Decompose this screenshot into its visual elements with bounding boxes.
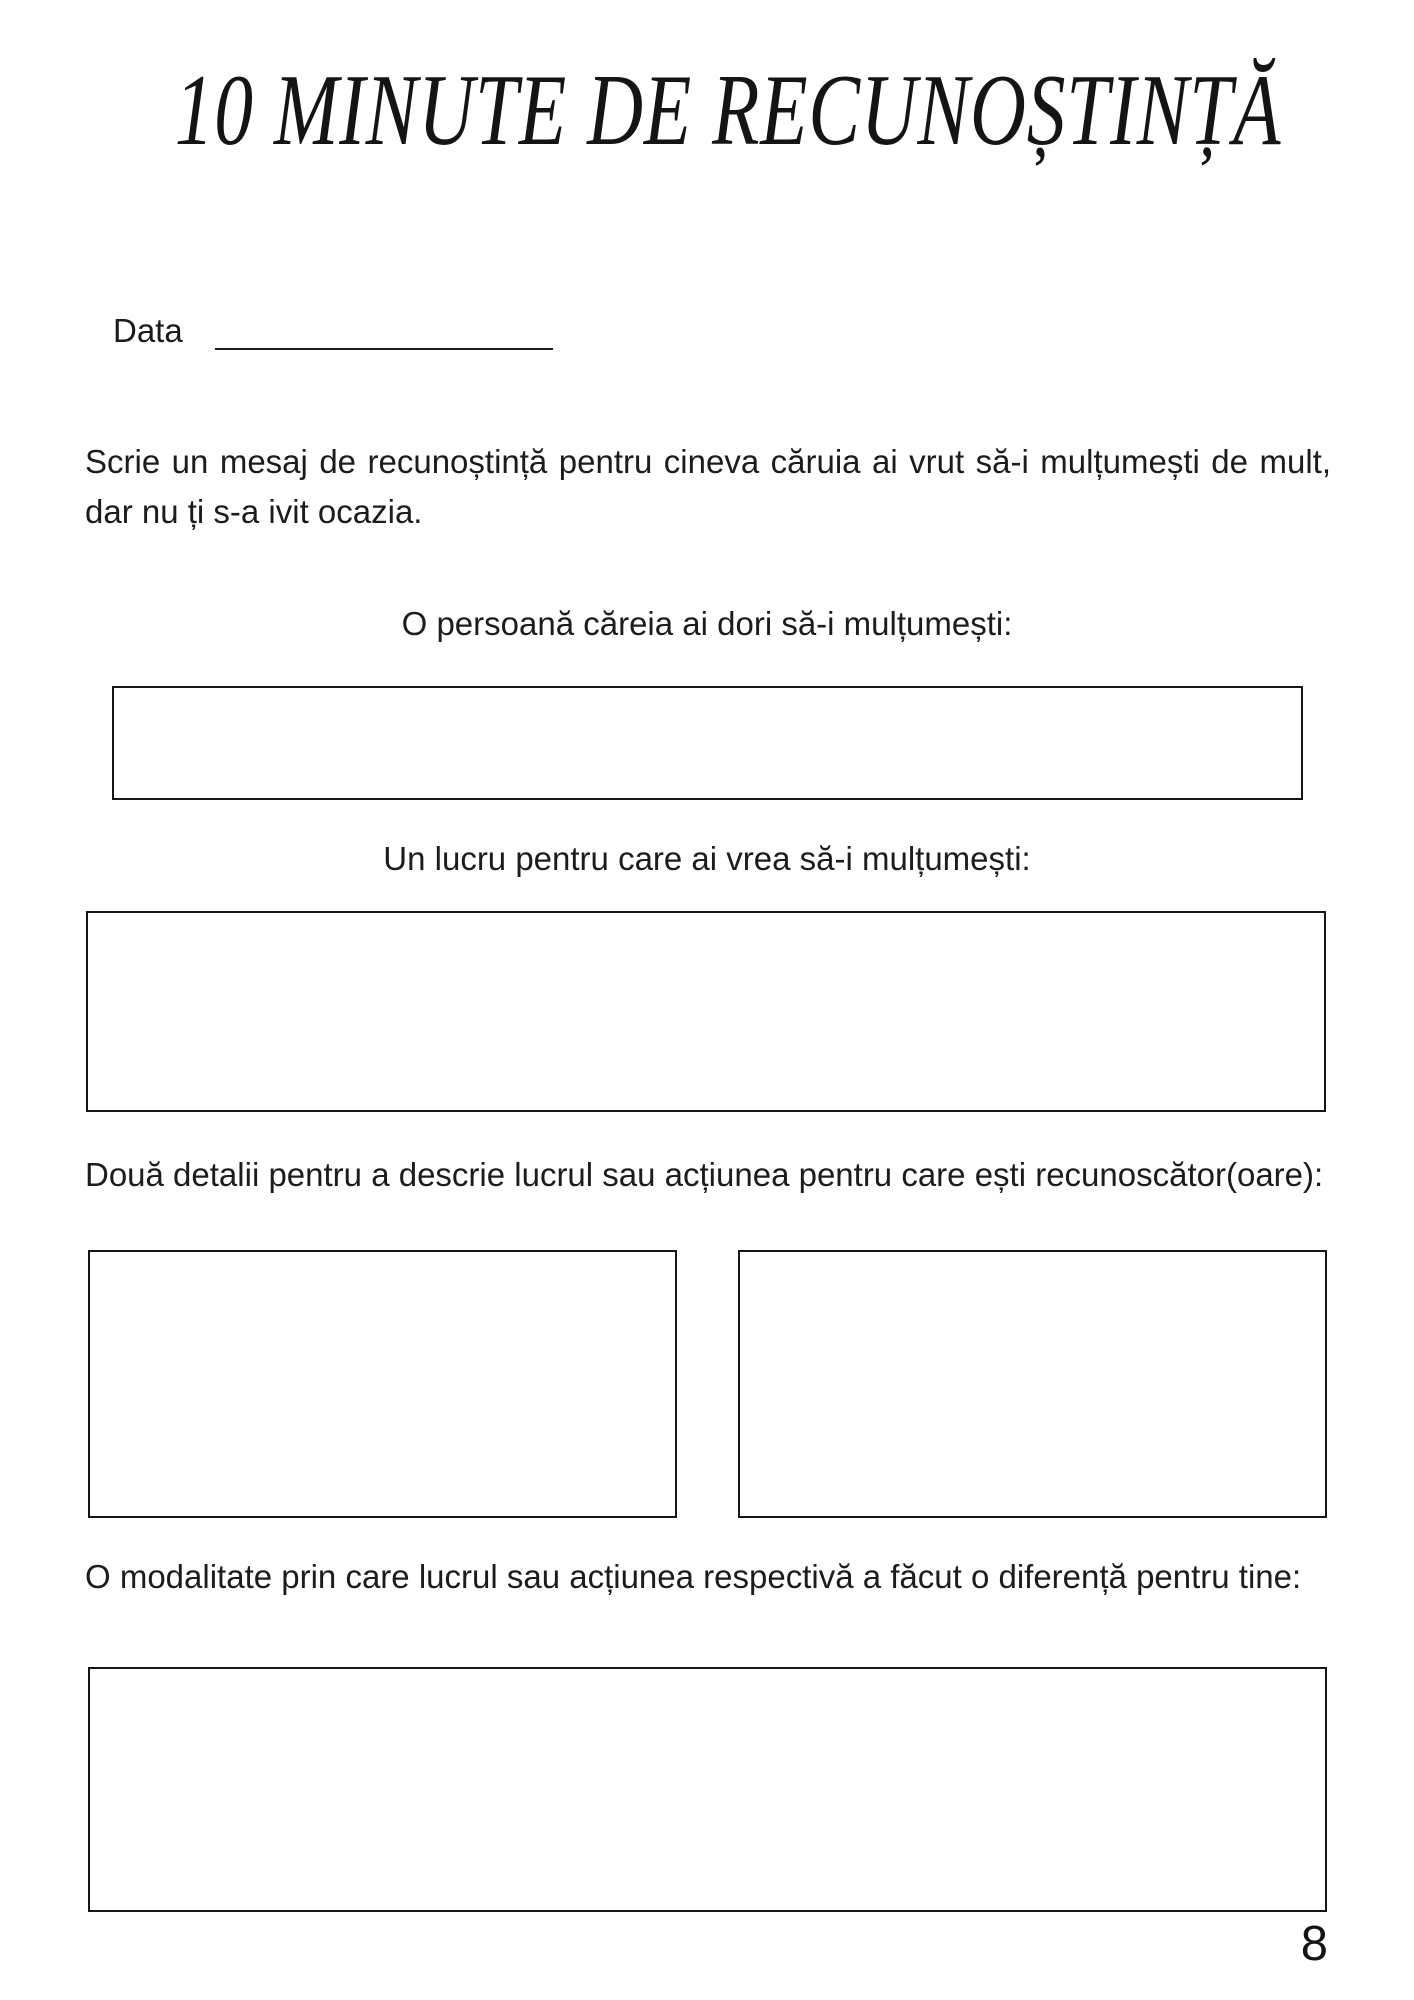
page-title-text: 10 MINUTE DE RECUNOȘTINȚĂ [174,54,1282,167]
detail-answer-box-1[interactable] [88,1250,677,1518]
page-number: 8 [1300,1917,1328,1971]
thing-answer-box[interactable] [86,911,1326,1112]
difference-answer-box[interactable] [88,1667,1327,1912]
date-label: Data [113,312,183,349]
thing-prompt: Un lucru pentru care ai vrea să-i mulțumești: [383,840,1031,877]
page-title [0,52,1414,169]
date-row [113,312,553,350]
details-prompt: Două detalii pentru a descrie lucrul sau acțiunea pentru care ești recunoscător(oare): [85,1156,1324,1193]
detail-answer-box-2[interactable] [738,1250,1327,1518]
person-prompt: O persoană căreia ai dori să-i mulțumești: [401,605,1013,642]
intro-paragraph: Scrie un mesaj de recunoștință pentru cineva căruia ai vrut să-i mulțumești de mult, dar nu ți s-a ivit ocazia. [85,443,1331,530]
person-answer-box[interactable] [112,686,1303,800]
date-input-line[interactable] [215,312,553,350]
difference-prompt: O modalitate prin care lucrul sau acțiunea respectivă a făcut o diferență pentru tine: [85,1558,1302,1595]
